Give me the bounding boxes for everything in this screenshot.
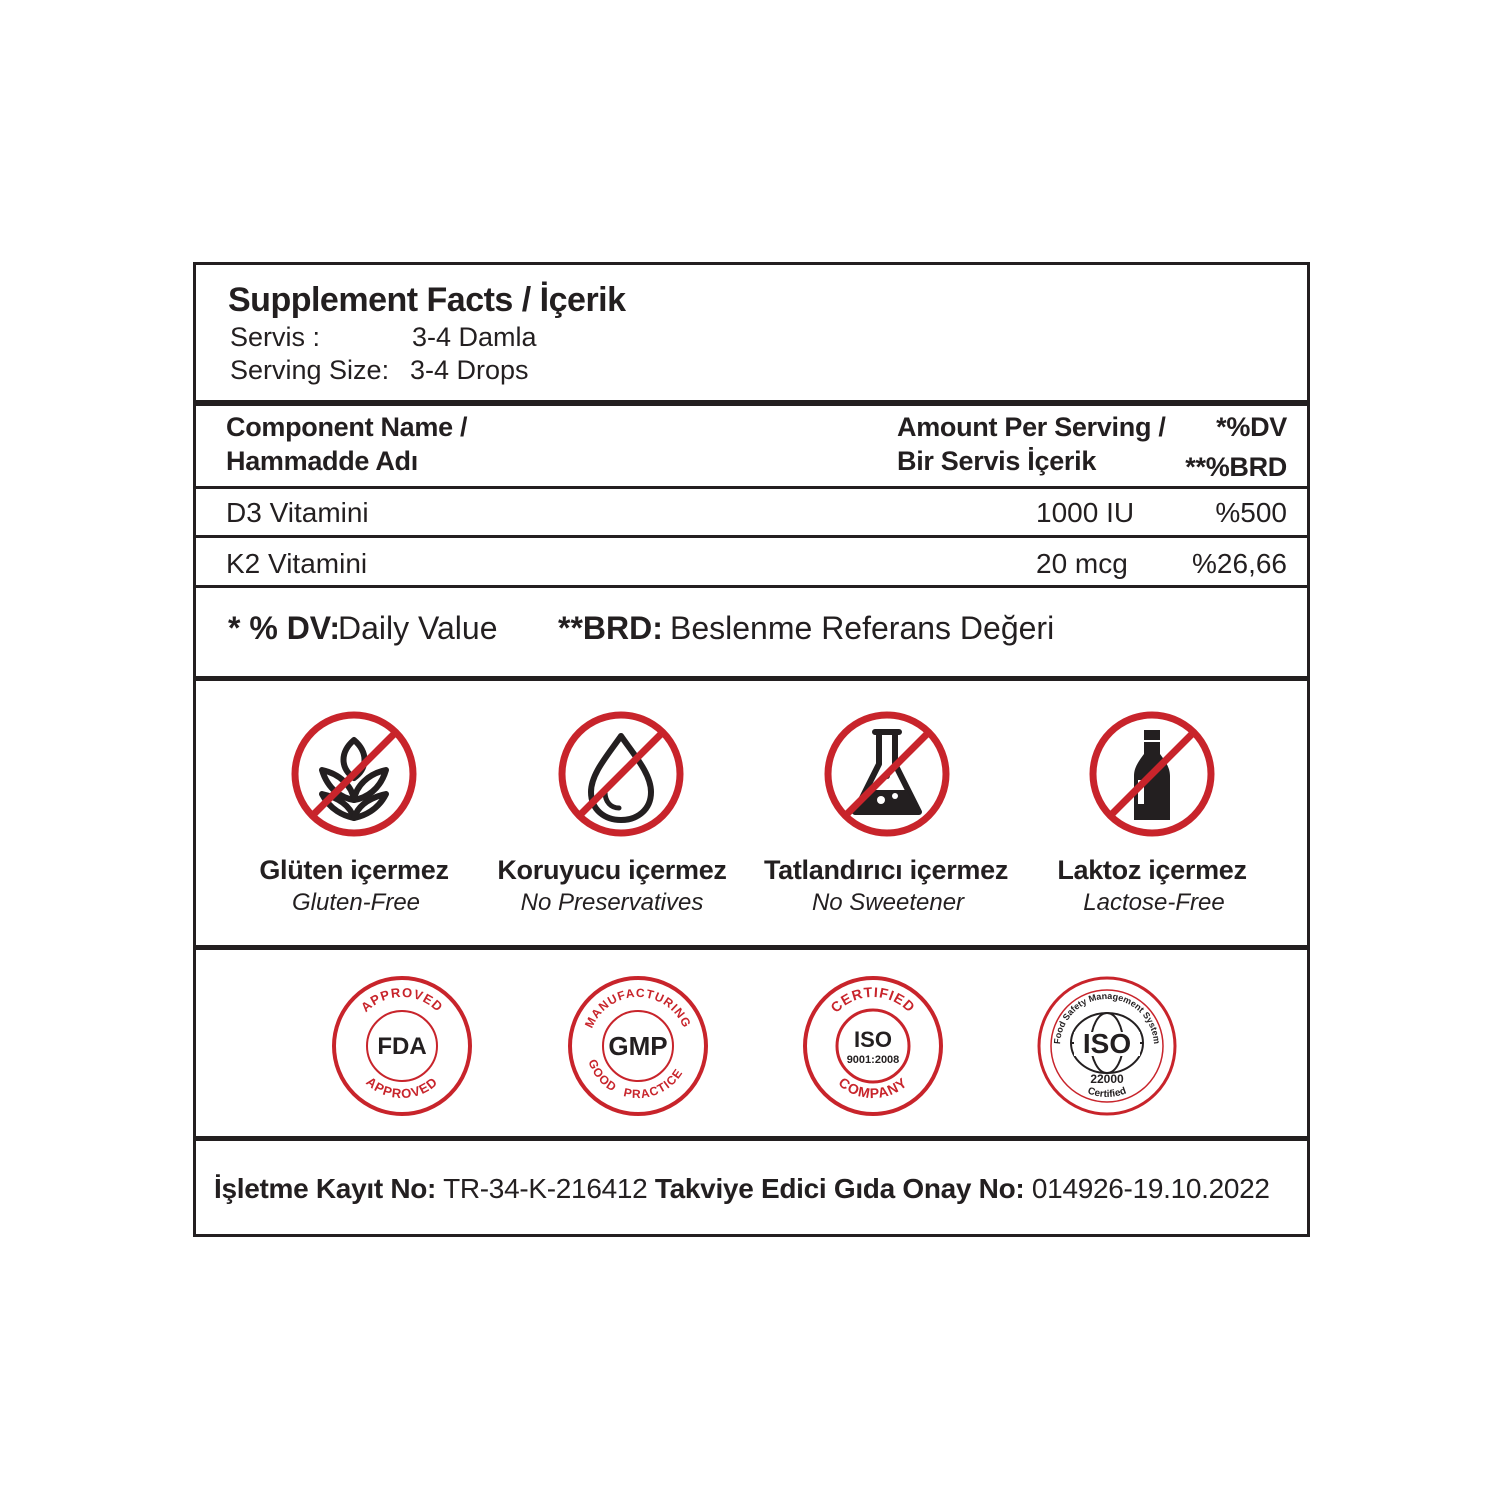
col-amount-line2: Bir Servis İçerik [897, 446, 1097, 476]
iso9001-seal-top-text: CERTIFIED [827, 983, 919, 1016]
thick-divider [196, 945, 1307, 950]
iso-9001-seal-icon [802, 975, 944, 1117]
row-d3-percent: %500 [1215, 497, 1287, 528]
approval-value: 014926-19.10.2022 [1031, 1173, 1270, 1204]
serving-tr-value: 3-4 Damla [412, 322, 537, 352]
gmp-seal-bottom-text: PRACTICE [622, 1065, 686, 1102]
row-k2-name: K2 Vitamini [226, 548, 368, 579]
thick-divider [196, 1136, 1307, 1141]
no-sweetener-icon [823, 710, 951, 838]
divider [196, 486, 1307, 489]
iso9001-seal-center-text: ISO [854, 1027, 892, 1052]
footer-registration [214, 1175, 1270, 1203]
no-preservatives-icon [557, 710, 685, 838]
lactose-free-sub: Lactose-Free [1083, 889, 1225, 916]
gluten-free-sub: Gluten-Free [291, 889, 421, 916]
gmp-seal-top-text: MANUFACTURING [581, 985, 695, 1031]
approval-label: Takviye Edici Gıda Onay No: [654, 1173, 1025, 1204]
svg-text:APPROVED [363, 1074, 440, 1101]
iso22000-seal-code-text: 22000 [1090, 1072, 1124, 1086]
no-gluten-icon [290, 710, 418, 838]
iso9001-seal-code-text: 9001:2008 [846, 1054, 900, 1066]
col-component-line1: Component Name / [226, 412, 468, 442]
col-brd: **%BRD [1185, 452, 1287, 482]
iso22000-seal-top-text: Food Safety Management System [1051, 990, 1163, 1045]
fda-seal-bottom-text: APPROVED [363, 1073, 441, 1102]
iso9001-seal-bottom-text: COMPANY [835, 1073, 911, 1102]
fda-seal-top-text: APPROVED [357, 984, 447, 1015]
reg-value: TR-34-K-216412 [443, 1173, 648, 1204]
row-d3-name: D3 Vitamini [226, 497, 369, 528]
legend-brd-key: **BRD: [558, 610, 663, 646]
fda-seal-center-text: FDA [377, 1033, 427, 1060]
no-preservatives-label: Koruyucu içermez [497, 855, 727, 885]
no-sweetener-sub: No Sweetener [811, 889, 965, 916]
divider [196, 585, 1307, 588]
lactose-free-label: Laktoz içermez [1057, 855, 1247, 885]
reg-label: İşletme Kayıt No: [214, 1173, 437, 1204]
iso22000-seal-bottom-text: Certified [1086, 1085, 1128, 1101]
row-k2-percent: %26,66 [1192, 548, 1287, 579]
legend-dv-key: * % DV: [228, 610, 341, 646]
page-title: Supplement Facts / İçerik [228, 281, 626, 319]
gmp-seal-left-text: GOOD [585, 1057, 620, 1095]
no-preservatives-sub: No Preservatives [520, 889, 704, 916]
fda-approved-seal-icon [331, 975, 473, 1117]
supplement-facts-panel [193, 262, 1310, 1237]
gluten-free-label: Glüten içermez [259, 855, 449, 885]
row-k2-amount: 20 mcg [1036, 548, 1128, 579]
legend-dv-value: Daily Value [338, 610, 498, 646]
serving-en-value: 3-4 Drops [410, 355, 529, 385]
svg-text:PRACTICE [622, 1066, 685, 1101]
col-amount-line1: Amount Per Serving / [897, 412, 1166, 442]
no-sweetener-label: Tatlandırıcı içermez [763, 855, 1009, 885]
svg-text:COMPANY [836, 1074, 911, 1101]
iso22000-seal-center-text: ISO [1082, 1028, 1132, 1059]
serving-en-label: Serving Size: [230, 355, 390, 385]
thick-divider [196, 400, 1307, 406]
gmp-seal-icon [567, 975, 709, 1117]
iso-22000-seal-icon [1036, 975, 1178, 1117]
thick-divider [196, 676, 1307, 681]
serving-tr-label: Servis : [230, 322, 321, 352]
col-component-line2: Hammadde Adı [226, 446, 418, 476]
no-lactose-icon [1088, 710, 1216, 838]
row-d3-amount: 1000 IU [1036, 497, 1135, 528]
svg-text:Certified [1086, 1086, 1128, 1100]
divider [196, 535, 1307, 538]
svg-text:GOOD [585, 1057, 619, 1094]
legend-brd-value: Beslenme Referans Değeri [670, 610, 1055, 646]
gmp-seal-center-text: GMP [608, 1031, 668, 1061]
col-dv: *%DV [1216, 412, 1287, 442]
